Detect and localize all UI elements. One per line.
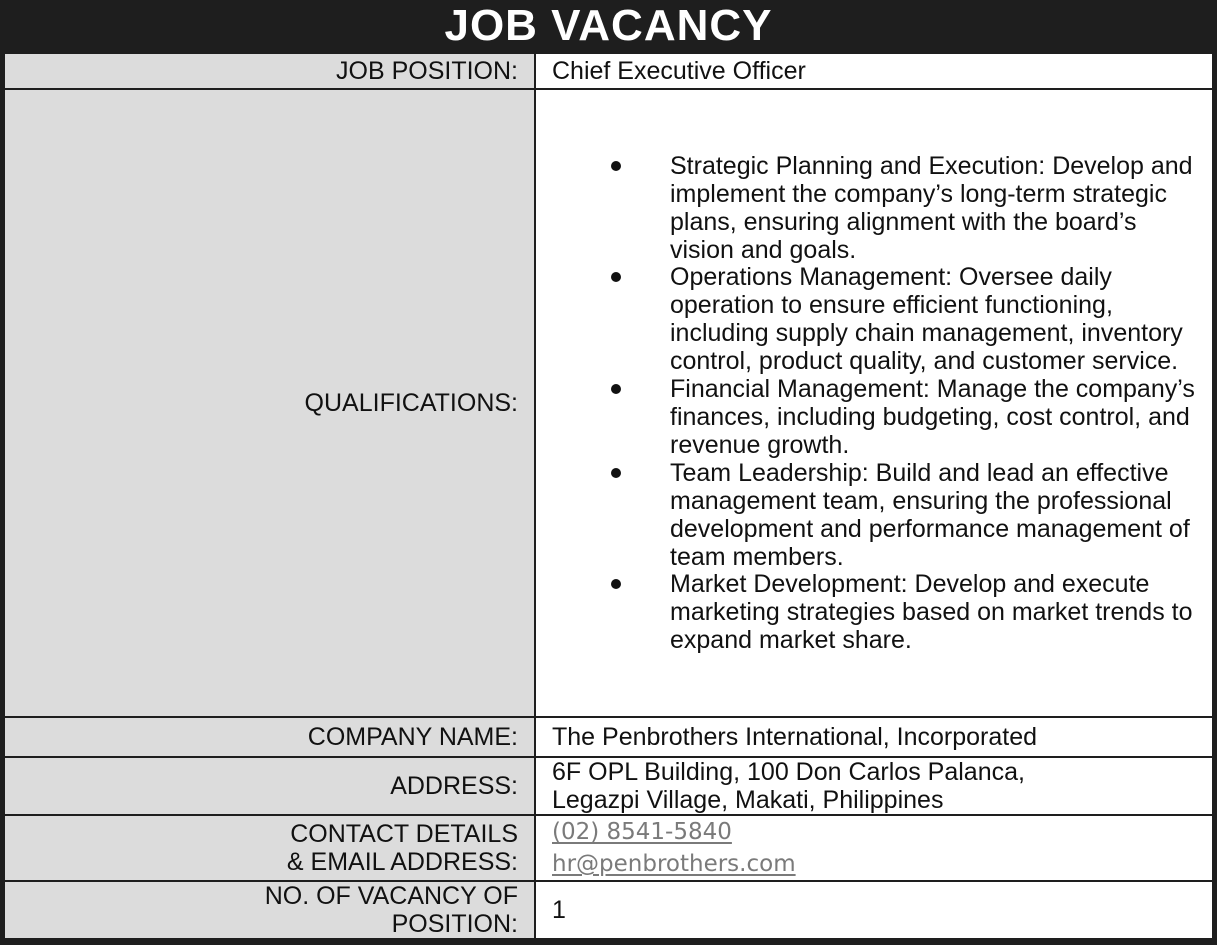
vacancy-count-row xyxy=(4,881,1213,939)
list-item xyxy=(552,571,1204,655)
qualification-text: Financial Management: Manage the company’s finances, including budgeting, cost control, and revenue growth. xyxy=(670,375,1195,459)
bullet-icon xyxy=(611,468,621,478)
job-position-label: JOB POSITION: xyxy=(4,53,535,89)
address-row xyxy=(4,757,1213,815)
address-label: ADDRESS: xyxy=(4,757,535,815)
phone-link[interactable]: (02) 8541-5840 xyxy=(552,819,732,845)
list-item xyxy=(552,460,1204,572)
bullet-icon xyxy=(611,579,621,589)
qualifications-list xyxy=(552,150,1204,656)
contact-label-line-2: & EMAIL ADDRESS: xyxy=(286,848,518,876)
address-line-2: Legazpi Village, Makati, Philippines xyxy=(552,786,944,814)
page-title: JOB VACANCY xyxy=(444,1,773,50)
contact-label xyxy=(4,815,535,881)
contact-row xyxy=(4,815,1213,881)
vacancy-label-line-2: POSITION: xyxy=(391,910,518,938)
company-row xyxy=(4,717,1213,757)
job-position-row xyxy=(4,53,1213,89)
qualification-text: Strategic Planning and Execution: Develop and implement the company’s long-term strategic plans, ensuring alignment with the board’s vision and goals. xyxy=(670,151,1193,264)
list-item xyxy=(552,153,1204,265)
list-item xyxy=(552,376,1204,460)
job-position-value: Chief Executive Officer xyxy=(535,53,1213,89)
vacancy-count-label xyxy=(4,881,535,939)
qualifications-row xyxy=(4,89,1213,717)
email-link[interactable]: hr@penbrothers.com xyxy=(552,851,796,877)
bullet-icon xyxy=(611,161,621,171)
address-line-1: 6F OPL Building, 100 Don Carlos Palanca, xyxy=(552,758,1025,786)
address-value xyxy=(535,757,1213,815)
vacancy-count-value: 1 xyxy=(535,881,1213,939)
qualification-text: Team Leadership: Build and lead an effective management team, ensuring the professional development and performance management of team members. xyxy=(670,458,1190,571)
bullet-icon xyxy=(611,384,621,394)
qualification-text: Operations Management: Oversee daily operation to ensure efficient functioning, including supply chain management, inventory control, product quality, and customer service. xyxy=(670,263,1183,376)
vacancy-details-table xyxy=(3,52,1214,940)
contact-value xyxy=(535,815,1213,881)
qualifications-value xyxy=(535,89,1213,717)
qualifications-label: QUALIFICATIONS: xyxy=(4,89,535,717)
bullet-icon xyxy=(611,272,621,282)
company-name-label: COMPANY NAME: xyxy=(4,717,535,757)
qualification-text: Market Development: Develop and execute marketing strategies based on market trends to expand market share. xyxy=(670,570,1193,655)
company-name-value: The Penbrothers International, Incorporated xyxy=(535,717,1213,757)
contact-label-line-1: CONTACT DETAILS xyxy=(290,820,518,848)
vacancy-label-line-1: NO. OF VACANCY OF xyxy=(264,882,518,910)
list-item xyxy=(552,264,1204,376)
